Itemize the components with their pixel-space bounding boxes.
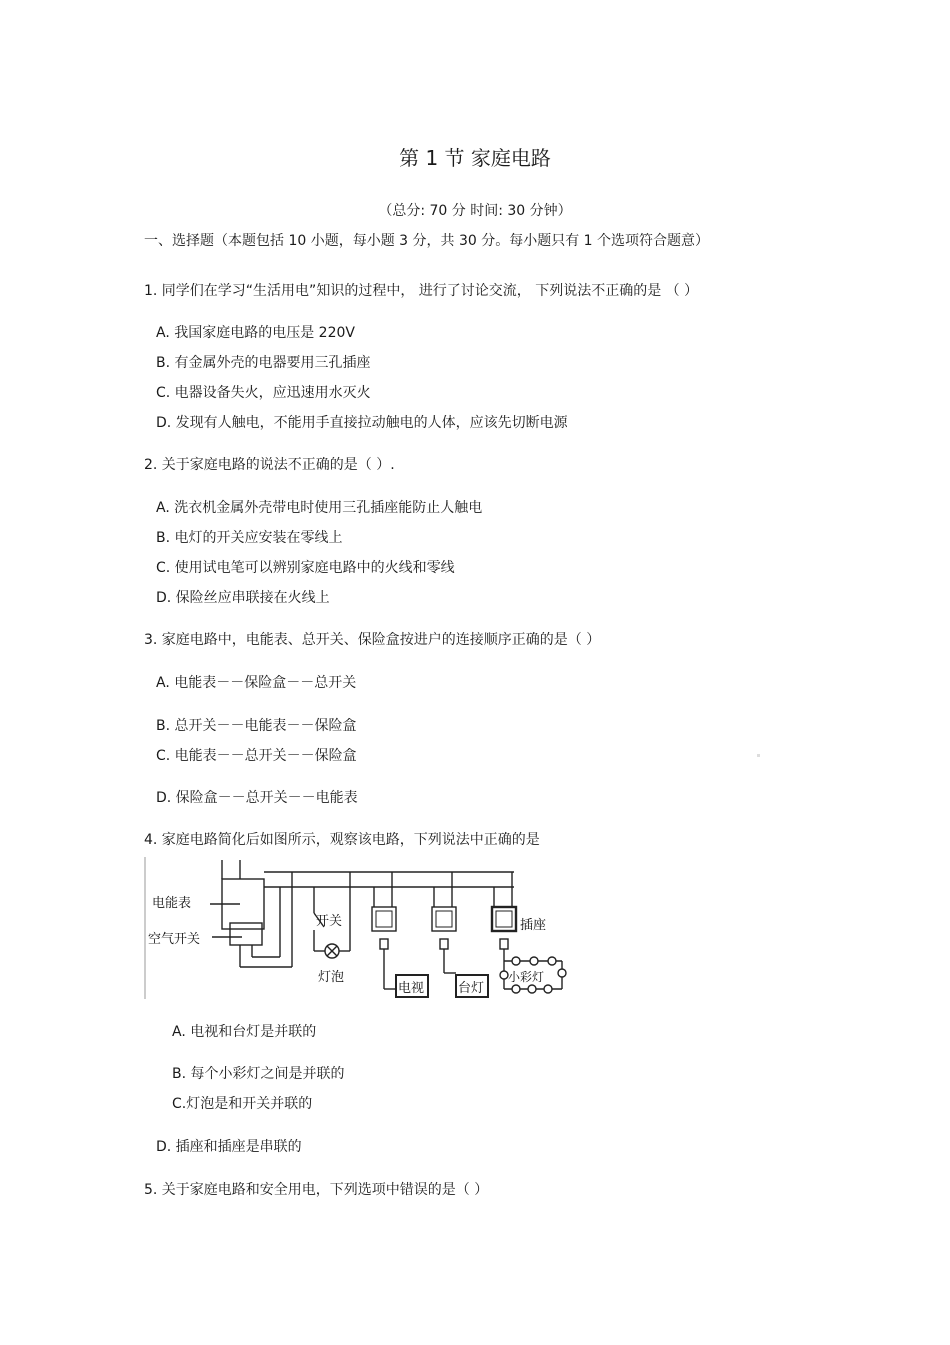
question-4-stem: 4. 家庭电路简化后如图所示，观察该电路，下列说法中正确的是	[144, 832, 540, 848]
label-tv: 电视	[398, 981, 425, 996]
question-4-option-a: A. 电视和台灯是并联的	[172, 1024, 317, 1040]
label-switch: 开关	[316, 914, 343, 929]
question-5-stem: 5. 关于家庭电路和安全用电，下列选项中错误的是（ ）	[144, 1182, 489, 1198]
question-3-option-c: C. 电能表－－总开关－－保险盒	[156, 748, 357, 764]
question-1-option-c: C. 电器设备失火，应迅速用水灭火	[156, 385, 371, 401]
question-1-stem: 1. 同学们在学习“生活用电”知识的过程中， 进行了讨论交流， 下列说法不正确的是 （ ）	[144, 283, 699, 299]
label-lamp: 台灯	[458, 981, 485, 996]
scan-speck	[757, 754, 760, 757]
label-minilights: 小彩灯	[508, 970, 545, 984]
label-meter: 电能表	[152, 896, 192, 911]
label-breaker: 空气开关	[148, 932, 201, 947]
question-3-option-a: A. 电能表－－保险盒－－总开关	[156, 675, 357, 691]
question-4-option-d: D. 插座和插座是串联的	[156, 1139, 302, 1155]
page-title: 第 1 节 家庭电路	[399, 146, 551, 170]
exam-meta: （总分: 70 分 时间: 30 分钟）	[378, 203, 572, 219]
question-1-option-a: A. 我国家庭电路的电压是 220V	[156, 325, 355, 341]
question-2-option-a: A. 洗衣机金属外壳带电时使用三孔插座能防止人触电	[156, 500, 483, 516]
label-bulb: 灯泡	[318, 970, 345, 985]
question-1-option-b: B. 有金属外壳的电器要用三孔插座	[156, 355, 371, 371]
label-socket: 插座	[520, 918, 547, 933]
question-3-option-b: B. 总开关－－电能表－－保险盒	[156, 718, 357, 734]
question-1-option-d: D. 发现有人触电，不能用手直接拉动触电的人体，应该先切断电源	[156, 415, 568, 431]
question-2-option-b: B. 电灯的开关应安装在零线上	[156, 530, 343, 546]
question-4-option-c: C.灯泡是和开关并联的	[172, 1096, 313, 1112]
section-heading: 一、选择题（本题包括 10 小题，每小题 3 分，共 30 分。每小题只有 1 个选项符合题意）	[144, 233, 710, 249]
question-4-option-b: B. 每个小彩灯之间是并联的	[172, 1066, 345, 1082]
question-2-option-d: D. 保险丝应串联接在火线上	[156, 590, 330, 606]
question-3-stem: 3. 家庭电路中，电能表、总开关、保险盒按进户的连接顺序正确的是（ ）	[144, 632, 601, 648]
circuit-diagram	[144, 857, 568, 999]
question-2-option-c: C. 使用试电笔可以辨别家庭电路中的火线和零线	[156, 560, 455, 576]
question-2-stem: 2. 关于家庭电路的说法不正确的是（ ）.	[144, 457, 395, 473]
question-3-option-d: D. 保险盒－－总开关－－电能表	[156, 790, 358, 806]
